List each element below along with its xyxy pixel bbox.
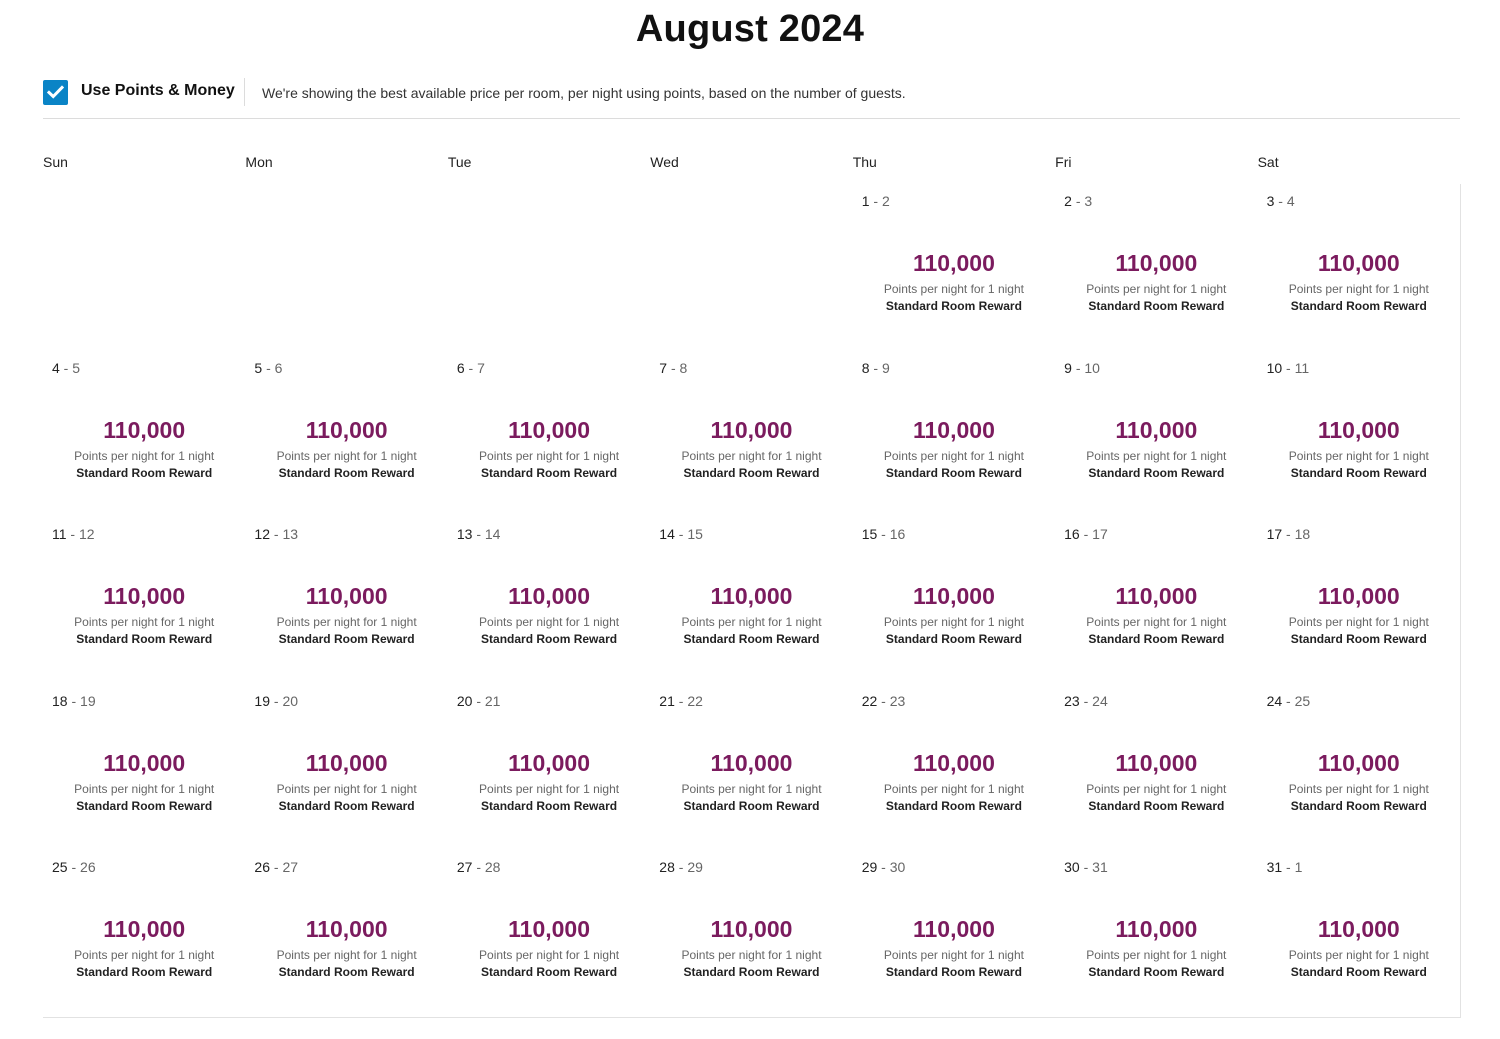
date-range <box>862 526 906 542</box>
room-type: Standard Room Reward <box>885 965 1022 980</box>
room-type: Standard Room Reward <box>885 632 1022 647</box>
date-separator: - <box>67 692 81 709</box>
points-price: 110,000 <box>912 250 995 276</box>
points-price: 110,000 <box>508 583 590 610</box>
check-out-date: 11 <box>1294 359 1310 376</box>
date-separator: - <box>1282 692 1295 709</box>
date-separator: - <box>66 526 79 543</box>
month-title: August 2024 <box>635 8 865 50</box>
room-type: Standard Room Reward <box>76 798 213 813</box>
date-range <box>254 526 298 542</box>
date-range <box>1064 859 1108 875</box>
day-cell[interactable] <box>853 351 1056 519</box>
price-subtitle: Points per night for 1 night <box>883 781 1024 796</box>
date-range <box>254 859 298 875</box>
day-cell[interactable] <box>43 351 246 519</box>
day-cell[interactable] <box>1055 351 1258 519</box>
check-in-date: 30 <box>1064 859 1080 876</box>
check-in-date: 13 <box>456 526 473 543</box>
date-separator: - <box>1079 692 1093 709</box>
price-subtitle: Points per night for 1 night <box>276 948 417 963</box>
points-price: 110,000 <box>1317 250 1400 276</box>
room-type: Standard Room Reward <box>885 299 1022 313</box>
day-cell[interactable] <box>853 684 1056 852</box>
check-in-date: 28 <box>659 859 675 876</box>
day-cell[interactable] <box>650 684 853 852</box>
date-separator: - <box>674 692 688 709</box>
price-subtitle: Points per night for 1 night <box>883 948 1024 963</box>
date-range <box>457 360 485 376</box>
day-cell[interactable] <box>1055 517 1258 685</box>
day-cell[interactable] <box>43 517 246 685</box>
day-cell[interactable] <box>650 850 853 1018</box>
price-subtitle: Points per night for 1 night <box>74 448 215 463</box>
day-cell[interactable] <box>853 850 1056 1018</box>
points-price: 110,000 <box>912 416 995 443</box>
date-separator: - <box>472 526 485 543</box>
check-in-date: 29 <box>861 859 878 876</box>
price-subtitle: Points per night for 1 night <box>74 615 215 630</box>
date-separator: - <box>1274 193 1287 209</box>
price-subtitle: Points per night for 1 night <box>1086 615 1227 630</box>
date-range <box>1064 693 1108 709</box>
date-separator: - <box>464 359 478 376</box>
room-type: Standard Room Reward <box>278 465 415 480</box>
date-range <box>457 526 501 542</box>
day-cell[interactable] <box>1258 351 1461 519</box>
check-out-date: 30 <box>889 859 906 876</box>
weekday-label: Thu <box>852 154 877 170</box>
date-range <box>52 360 80 376</box>
price-subtitle: Points per night for 1 night <box>74 948 215 963</box>
date-separator: - <box>270 526 283 543</box>
day-cell[interactable] <box>853 517 1056 685</box>
day-cell[interactable] <box>43 684 246 852</box>
check-out-date: 7 <box>477 359 485 376</box>
room-type: Standard Room Reward <box>278 965 415 980</box>
date-range <box>254 360 282 376</box>
points-price: 110,000 <box>508 916 590 943</box>
price-subtitle: Points per night for 1 night <box>479 948 620 963</box>
room-type: Standard Room Reward <box>481 965 618 980</box>
room-type: Standard Room Reward <box>683 465 820 480</box>
day-cell[interactable] <box>448 351 651 519</box>
weekday-label: Sun <box>43 154 68 170</box>
date-separator: - <box>59 359 73 376</box>
room-type: Standard Room Reward <box>481 465 618 480</box>
use-points-checkbox[interactable] <box>43 80 68 105</box>
check-in-date: 25 <box>52 859 68 876</box>
weekday-label: Tue <box>447 154 472 170</box>
day-cell[interactable] <box>43 850 246 1018</box>
date-range <box>862 193 890 209</box>
date-range <box>1267 193 1295 209</box>
points-price: 110,000 <box>912 916 995 943</box>
day-cell[interactable] <box>245 517 448 685</box>
check-out-date: 23 <box>889 692 906 709</box>
day-cell[interactable] <box>853 184 1056 352</box>
check-in-date: 10 <box>1266 359 1283 376</box>
points-price: 110,000 <box>1115 416 1198 443</box>
price-subtitle: Points per night for 1 night <box>1086 448 1227 463</box>
date-separator: - <box>1079 526 1093 543</box>
points-price: 110,000 <box>305 749 388 776</box>
room-type: Standard Room Reward <box>278 632 415 647</box>
check-in-date: 5 <box>254 359 263 376</box>
check-in-date: 11 <box>52 526 67 543</box>
room-type: Standard Room Reward <box>1290 632 1427 647</box>
date-range <box>1267 360 1310 376</box>
points-price: 110,000 <box>710 916 793 943</box>
checkmark-icon <box>47 85 64 99</box>
room-type: Standard Room Reward <box>76 465 213 480</box>
points-price: 110,000 <box>1115 916 1198 943</box>
check-out-date: 27 <box>282 859 299 876</box>
price-subtitle: Points per night for 1 night <box>1288 448 1429 463</box>
date-range <box>52 859 96 875</box>
price-subtitle: Points per night for 1 night <box>1288 781 1429 796</box>
check-out-date: 5 <box>72 359 81 376</box>
price-subtitle: Points per night for 1 night <box>276 448 417 463</box>
check-out-date: 24 <box>1092 692 1108 709</box>
room-type: Standard Room Reward <box>76 632 213 647</box>
day-cell[interactable] <box>245 684 448 852</box>
room-type: Standard Room Reward <box>1088 632 1225 647</box>
day-cell[interactable] <box>1055 684 1258 852</box>
check-out-date: 6 <box>274 359 283 376</box>
date-range <box>1064 526 1108 542</box>
check-out-date: 21 <box>484 692 501 709</box>
date-separator: - <box>67 859 81 876</box>
check-in-date: 20 <box>456 692 473 709</box>
points-price: 110,000 <box>103 916 186 943</box>
points-price: 110,000 <box>305 583 388 610</box>
points-price: 110,000 <box>1115 583 1198 610</box>
price-subtitle: Points per night for 1 night <box>479 448 620 463</box>
check-out-date: 2 <box>881 193 890 209</box>
day-cell[interactable] <box>650 351 853 519</box>
price-subtitle: Points per night for 1 night <box>276 615 417 630</box>
check-out-date: 26 <box>80 859 96 876</box>
date-separator: - <box>270 859 283 876</box>
date-range <box>659 859 703 875</box>
check-out-date: 1 <box>1294 859 1303 876</box>
room-type: Standard Room Reward <box>885 465 1022 480</box>
check-out-date: 17 <box>1092 526 1108 543</box>
room-type: Standard Room Reward <box>1088 299 1225 313</box>
check-out-date: 29 <box>687 859 703 876</box>
points-price: 110,000 <box>305 416 388 443</box>
room-type: Standard Room Reward <box>1088 465 1225 480</box>
check-in-date: 2 <box>1064 193 1072 209</box>
weekday-label: Fri <box>1055 154 1072 170</box>
points-price: 110,000 <box>103 583 186 610</box>
date-separator: - <box>1071 359 1085 376</box>
price-subtitle: Points per night for 1 night <box>883 448 1024 463</box>
price-subtitle: Points per night for 1 night <box>681 948 822 963</box>
room-type: Standard Room Reward <box>278 798 415 813</box>
check-in-date: 24 <box>1266 692 1283 709</box>
room-type: Standard Room Reward <box>1290 798 1427 813</box>
room-type: Standard Room Reward <box>1290 465 1427 480</box>
empty-day-cell <box>650 184 853 352</box>
date-range <box>862 360 890 376</box>
check-in-date: 7 <box>659 359 668 376</box>
check-in-date: 23 <box>1064 692 1080 709</box>
date-separator: - <box>262 359 275 376</box>
points-price: 110,000 <box>508 749 590 776</box>
points-price: 110,000 <box>305 916 388 943</box>
date-range <box>659 360 687 376</box>
room-type: Standard Room Reward <box>683 965 820 980</box>
points-price: 110,000 <box>912 749 995 776</box>
price-subtitle: Points per night for 1 night <box>681 615 822 630</box>
room-type: Standard Room Reward <box>481 798 618 813</box>
check-in-date: 17 <box>1266 526 1283 543</box>
check-in-date: 22 <box>861 692 878 709</box>
room-type: Standard Room Reward <box>1290 965 1427 980</box>
check-in-date: 19 <box>254 692 270 709</box>
weekday-header <box>43 154 1460 174</box>
price-subtitle: Points per night for 1 night <box>1086 781 1227 796</box>
points-price: 110,000 <box>1317 749 1400 776</box>
date-range <box>1267 859 1303 875</box>
day-cell[interactable] <box>1258 184 1461 352</box>
points-price: 110,000 <box>1317 416 1400 443</box>
price-subtitle: Points per night for 1 night <box>1086 282 1227 296</box>
date-range <box>659 526 703 542</box>
date-separator: - <box>869 193 882 209</box>
date-range <box>1267 693 1311 709</box>
date-separator: - <box>1282 526 1295 543</box>
price-subtitle: Points per night for 1 night <box>1288 282 1429 296</box>
date-separator: - <box>877 859 890 876</box>
check-out-date: 10 <box>1084 359 1100 376</box>
date-separator: - <box>667 359 680 376</box>
date-separator: - <box>1071 193 1085 209</box>
check-in-date: 14 <box>659 526 675 543</box>
date-separator: - <box>674 526 688 543</box>
room-type: Standard Room Reward <box>1088 798 1225 813</box>
date-range <box>457 859 501 875</box>
points-price: 110,000 <box>1115 250 1198 276</box>
date-range <box>1064 193 1092 209</box>
room-type: Standard Room Reward <box>683 632 820 647</box>
price-subtitle: Points per night for 1 night <box>276 781 417 796</box>
room-type: Standard Room Reward <box>1290 299 1427 313</box>
check-out-date: 12 <box>79 526 95 543</box>
empty-day-cell <box>448 184 651 352</box>
date-separator: - <box>877 526 890 543</box>
date-range <box>1267 526 1311 542</box>
toolbar-divider <box>244 78 245 106</box>
date-separator: - <box>1282 359 1295 376</box>
check-out-date: 16 <box>889 526 906 543</box>
date-range <box>52 693 96 709</box>
day-cell[interactable] <box>650 517 853 685</box>
check-out-date: 8 <box>679 359 688 376</box>
check-out-date: 25 <box>1294 692 1311 709</box>
check-out-date: 14 <box>484 526 501 543</box>
empty-day-cell <box>43 184 246 352</box>
points-price: 110,000 <box>710 583 793 610</box>
check-in-date: 4 <box>52 359 60 376</box>
date-range <box>254 693 298 709</box>
date-separator: - <box>674 859 688 876</box>
day-cell[interactable] <box>1258 517 1461 685</box>
check-in-date: 9 <box>1064 359 1072 376</box>
date-separator: - <box>1282 859 1295 876</box>
check-in-date: 6 <box>456 359 465 376</box>
check-in-date: 16 <box>1064 526 1080 543</box>
check-in-date: 12 <box>254 526 270 543</box>
check-in-date: 27 <box>456 859 473 876</box>
day-cell[interactable] <box>448 850 651 1018</box>
day-cell[interactable] <box>1055 850 1258 1018</box>
check-in-date: 21 <box>659 692 675 709</box>
points-toolbar <box>43 78 1460 119</box>
room-type: Standard Room Reward <box>76 965 213 980</box>
weekday-label: Mon <box>245 154 273 170</box>
room-type: Standard Room Reward <box>683 798 820 813</box>
check-out-date: 28 <box>484 859 501 876</box>
day-cell[interactable] <box>1055 184 1258 352</box>
price-subtitle: Points per night for 1 night <box>1288 948 1429 963</box>
day-cell[interactable] <box>448 517 651 685</box>
empty-day-cell <box>245 184 448 352</box>
check-out-date: 13 <box>282 526 299 543</box>
check-in-date: 26 <box>254 859 270 876</box>
room-type: Standard Room Reward <box>1088 965 1225 980</box>
check-in-date: 3 <box>1266 193 1275 209</box>
check-out-date: 20 <box>282 692 299 709</box>
check-out-date: 31 <box>1092 859 1108 876</box>
check-out-date: 19 <box>80 692 96 709</box>
use-points-label[interactable]: Use Points & Money <box>81 82 235 99</box>
points-price: 110,000 <box>1317 583 1400 610</box>
date-range <box>862 693 906 709</box>
date-range <box>862 859 906 875</box>
price-subtitle: Points per night for 1 night <box>681 448 822 463</box>
check-out-date: 15 <box>687 526 703 543</box>
price-subtitle: Points per night for 1 night <box>1288 615 1429 630</box>
price-subtitle: Points per night for 1 night <box>479 781 620 796</box>
date-range <box>457 693 501 709</box>
check-out-date: 9 <box>881 359 890 376</box>
date-separator: - <box>472 692 485 709</box>
weekday-label: Sat <box>1257 154 1279 170</box>
weekday-label: Wed <box>650 154 679 170</box>
date-range <box>659 693 703 709</box>
check-out-date: 18 <box>1294 526 1311 543</box>
points-price: 110,000 <box>508 416 590 443</box>
price-subtitle: Points per night for 1 night <box>1086 948 1227 963</box>
check-in-date: 15 <box>861 526 878 543</box>
check-in-date: 18 <box>52 692 68 709</box>
points-price: 110,000 <box>1115 749 1198 776</box>
points-price: 110,000 <box>710 416 793 443</box>
points-price: 110,000 <box>1317 916 1400 943</box>
date-separator: - <box>869 359 882 376</box>
date-separator: - <box>1079 859 1093 876</box>
check-in-date: 8 <box>861 359 870 376</box>
points-price: 110,000 <box>912 583 995 610</box>
date-separator: - <box>877 692 890 709</box>
day-cell[interactable] <box>1258 684 1461 852</box>
check-out-date: 4 <box>1286 193 1295 209</box>
date-range <box>52 526 95 542</box>
room-type: Standard Room Reward <box>885 798 1022 813</box>
check-in-date: 31 <box>1266 859 1283 876</box>
day-cell[interactable] <box>245 850 448 1018</box>
pricing-note: We're showing the best available price per room, per night using points, based on the number of guests. <box>262 85 906 101</box>
day-cell[interactable] <box>448 684 651 852</box>
price-subtitle: Points per night for 1 night <box>681 781 822 796</box>
points-price: 110,000 <box>103 749 186 776</box>
check-out-date: 3 <box>1084 193 1093 209</box>
day-cell[interactable] <box>1258 850 1461 1018</box>
date-separator: - <box>472 859 485 876</box>
points-price: 110,000 <box>710 749 793 776</box>
day-cell[interactable] <box>245 351 448 519</box>
check-out-date: 22 <box>687 692 703 709</box>
date-separator: - <box>270 692 283 709</box>
price-subtitle: Points per night for 1 night <box>479 615 620 630</box>
check-in-date: 1 <box>861 193 870 209</box>
points-price: 110,000 <box>103 416 186 443</box>
date-range <box>1064 360 1100 376</box>
room-type: Standard Room Reward <box>481 632 618 647</box>
price-subtitle: Points per night for 1 night <box>74 781 215 796</box>
calendar-grid <box>43 184 1460 1018</box>
price-subtitle: Points per night for 1 night <box>883 615 1024 630</box>
price-subtitle: Points per night for 1 night <box>883 282 1024 296</box>
